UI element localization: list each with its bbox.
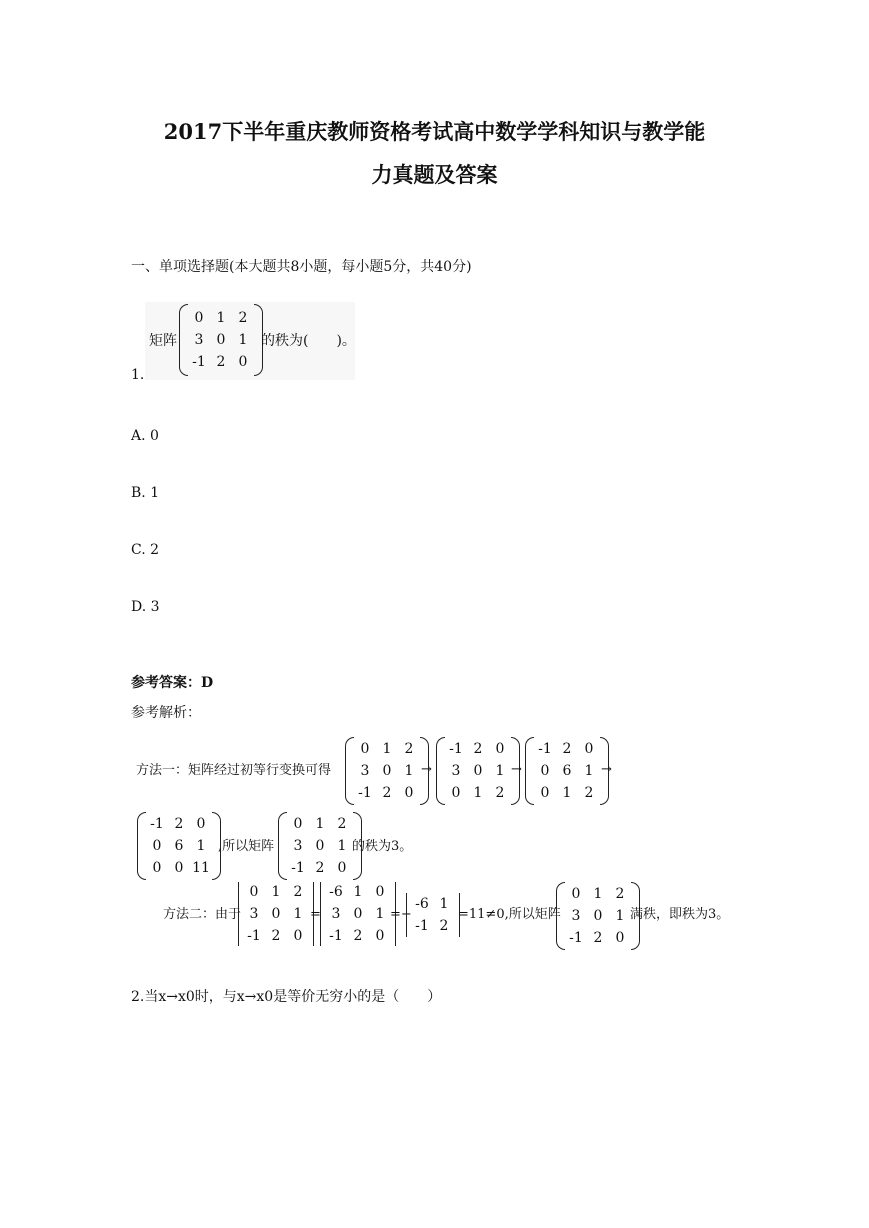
matrix-4-entry: 0 [152,838,162,854]
determinant-2-entry: -6 [329,884,343,900]
matrix-2-entry: 2 [473,741,483,757]
question-1-matrix-entry: 1 [238,332,248,348]
rank-text: 的秩为3。 [352,839,413,854]
arrow-3: → [601,762,612,777]
matrix-3-entry: -1 [538,741,552,757]
matrix-5-entry: -1 [291,860,305,876]
matrix-4-entry: 2 [174,816,184,832]
equals-neg: =− [390,907,412,922]
answer-label: 参考答案：D [131,675,214,691]
question-1-number: 1. [131,367,145,383]
solution-matrix-1 [345,737,429,805]
section-heading: 一、单项选择题(本大题共8小题，每小题5分，共40分) [131,259,472,275]
matrix-5-entry: 1 [337,838,347,854]
determinant-2-entry: 3 [331,906,341,922]
matrix-5-entry: 2 [315,860,325,876]
option-d: D. 3 [131,599,160,615]
question-1-matrix-entry: 0 [238,354,248,370]
question-1-matrix-entry: 2 [238,310,248,326]
question-1-prefix: 矩阵 [149,333,177,349]
matrix-1-entry: -1 [358,785,372,801]
determinant-1-entry: 0 [249,884,259,900]
matrix-1-entry: 0 [382,763,392,779]
matrix-4-entry: 11 [192,860,210,876]
matrix-1-entry: 2 [404,741,414,757]
matrix-4-entry: 6 [174,838,184,854]
solution-matrix-3 [525,737,609,805]
matrix-3-entry: 1 [562,785,572,801]
full-rank-text: 满秩，即秩为3。 [630,907,730,922]
matrix-3-entry: 0 [540,785,550,801]
solution-matrix-6 [556,882,640,950]
matrix-3-entry: 2 [562,741,572,757]
matrix-2-entry: 0 [451,785,461,801]
determinant-1-entry: 1 [271,884,281,900]
solution-matrix-4 [137,812,221,880]
matrix-3-entry: 0 [584,741,594,757]
question-1-matrix-entry: 0 [216,332,226,348]
matrix-2-entry: -1 [449,741,463,757]
matrix-5-entry: 3 [293,838,303,854]
option-b: B. 1 [131,485,160,501]
matrix-6-entry: -1 [569,930,583,946]
matrix-2-entry: 0 [495,741,505,757]
matrix-3-entry: 1 [584,763,594,779]
matrix-1-entry: 1 [404,763,414,779]
determinant-3-entry: -6 [415,896,429,912]
matrix-6-entry: 0 [571,886,581,902]
question-1-matrix-entry: 1 [216,310,226,326]
matrix-5-entry: 2 [337,816,347,832]
determinant-1-entry: -1 [247,928,261,944]
matrix-5-entry: 0 [337,860,347,876]
determinant-1 [238,882,314,946]
determinant-3-entry: -1 [415,918,429,934]
question-1-suffix: 的秩为( )。 [261,333,356,349]
determinant-2-entry: 1 [375,906,385,922]
arrow-1: → [421,762,432,777]
matrix-3-entry: 6 [562,763,572,779]
matrix-5-entry: 0 [315,838,325,854]
determinant-3-entry: 1 [439,896,449,912]
equals-1: = [310,907,321,922]
matrix-5-entry: 0 [293,816,303,832]
matrix-6-entry: 0 [615,930,625,946]
matrix-1-entry: 1 [382,741,392,757]
matrix-4-entry: 0 [174,860,184,876]
determinant-2-entry: 0 [353,906,363,922]
determinant-3 [406,893,460,937]
matrix-3-entry: 2 [584,785,594,801]
matrix-4-entry: 0 [196,816,206,832]
question-1-matrix-entry: 3 [194,332,204,348]
matrix-6-entry: 0 [593,908,603,924]
matrix-2-entry: 1 [495,763,505,779]
analysis-label: 参考解析： [131,705,201,721]
so-text: ,所以矩阵 [218,839,275,854]
determinant-1-entry: 3 [249,906,259,922]
matrix-3-entry: 0 [540,763,550,779]
matrix-4-entry: -1 [150,816,164,832]
determinant-1-entry: 1 [293,906,303,922]
question-1-matrix-entry: 0 [194,310,204,326]
determinant-1-entry: 0 [271,906,281,922]
matrix-4-entry: 1 [196,838,206,854]
method-2-text: 方法二：由于 [163,907,242,922]
method-1-text: 方法一：矩阵经过初等行变换可得 [136,763,332,778]
determinant-2-entry: -1 [329,928,343,944]
solution-matrix-2 [436,737,520,805]
matrix-6-entry: 1 [615,908,625,924]
determinant-3-entry: 2 [439,918,449,934]
matrix-1-entry: 2 [382,785,392,801]
question-1-matrix-image [145,302,355,380]
determinant-1-entry: 0 [293,928,303,944]
determinant-2-entry: 1 [353,884,363,900]
matrix-2-entry: 2 [495,785,505,801]
matrix-4-entry: 0 [152,860,162,876]
option-c: C. 2 [131,542,160,558]
arrow-2: → [511,762,522,777]
determinant-2-entry: 2 [353,928,363,944]
matrix-2-entry: 3 [451,763,461,779]
matrix-6-entry: 2 [615,886,625,902]
matrix-6-entry: 1 [593,886,603,902]
question-1-matrix-entry: 2 [216,354,226,370]
matrix-6-entry: 3 [571,908,581,924]
matrix-1-entry: 0 [360,741,370,757]
matrix-1-entry: 0 [404,785,414,801]
matrix-6-entry: 2 [593,930,603,946]
matrix-1-entry: 3 [360,763,370,779]
page-title-line-2: 力真题及答案 [371,162,498,187]
determinant-1-entry: 2 [271,928,281,944]
matrix-2-entry: 0 [473,763,483,779]
result-text: =11≠0,所以矩阵 [458,907,561,922]
determinant-1-entry: 2 [293,884,303,900]
question-1-matrix [179,304,263,376]
page-title-line-1: 2017下半年重庆教师资格考试高中数学学科知识与教学能 [163,119,706,144]
matrix-2-entry: 1 [473,785,483,801]
determinant-2-entry: 0 [375,884,385,900]
question-2: 2.当x→x0时，与x→x0是等价无穷小的是（ ） [131,989,442,1005]
solution-matrix-5 [278,812,362,880]
option-a: A. 0 [131,428,159,444]
matrix-5-entry: 1 [315,816,325,832]
question-1-matrix-entry: -1 [192,354,206,370]
determinant-2-entry: 0 [375,928,385,944]
determinant-2 [320,882,396,946]
